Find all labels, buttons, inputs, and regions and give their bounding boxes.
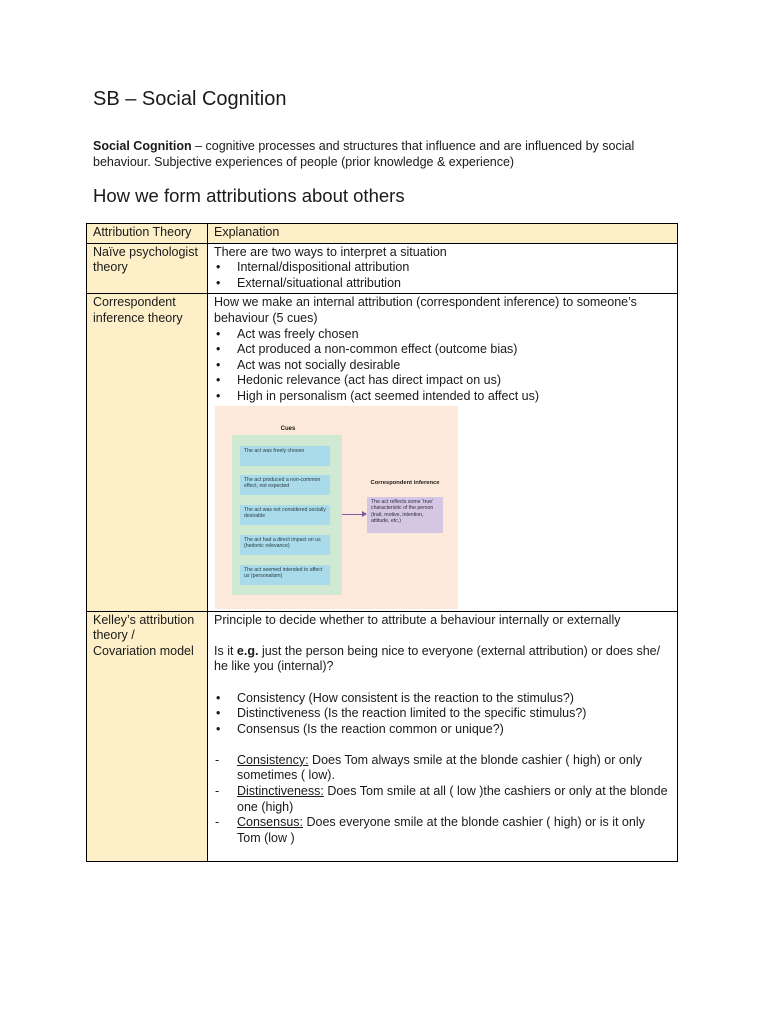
list-item: • Act produced a non-common effect (outcome bias)	[214, 342, 671, 358]
document-title: SB – Social Cognition	[93, 88, 287, 110]
list-item: • Hedonic relevance (act has direct impact on us)	[214, 373, 671, 389]
explanation-naive-psychologist	[208, 243, 678, 294]
example-text: Does Tom always smile at the blonde cashier ( high) or only sometimes ( low).	[237, 752, 642, 783]
example-term: Consistency:	[237, 752, 309, 767]
explanation-correspondent-inference	[208, 294, 678, 611]
list-item: • High in personalism (act seemed intended to affect us)	[214, 389, 671, 405]
theory-naive-psychologist: Naïve psychologist theory	[87, 243, 208, 294]
bullet-list	[214, 691, 671, 738]
question-text: Is it	[214, 643, 237, 658]
table-header-row	[87, 224, 678, 244]
header-attribution-theory: Attribution Theory	[87, 224, 208, 244]
theory-correspondent-inference: Correspondent inference theory	[87, 294, 208, 611]
list-item: • Act was freely chosen	[214, 327, 671, 343]
explanation-intro: There are two ways to interpret a situation	[214, 244, 447, 259]
figure-cue-box: The act was freely chosen	[240, 446, 330, 466]
correspondent-inference-figure	[215, 406, 458, 609]
section-heading: How we form attributions about others	[93, 185, 405, 206]
figure-result-title: Correspondent inference	[370, 479, 440, 486]
figure-result-box: The act reflects some ‘true’ characteristic of the person (trait, motive, intention, attitude, etc.)	[367, 497, 443, 533]
figure-cue-box: The act was not considered socially desirable	[240, 505, 330, 525]
definition-term: Social Cognition	[93, 139, 192, 153]
figure-cues-panel	[232, 435, 342, 595]
list-item: • External/situational attribution	[214, 276, 671, 292]
figure-cue-box: The act produced a non-common effect, not expected	[240, 475, 330, 495]
figure-cues-title: Cues	[280, 425, 296, 432]
example-term: Consensus:	[237, 815, 304, 830]
explanation-question	[214, 644, 671, 675]
list-item: • Act was not socially desirable	[214, 358, 671, 374]
table-row	[87, 243, 678, 294]
definition-text: – cognitive processes and structures that influence and are influenced by social behaviour. Subjective experiences of people (prior knowledge & experience)	[93, 139, 635, 169]
bullet-list	[214, 260, 671, 291]
explanation-principle: Principle to decide whether to attribute a behaviour internally or externally	[214, 612, 621, 627]
list-item: • Distinctiveness (Is the reaction limited to the specific stimulus?)	[214, 706, 671, 722]
table-row	[87, 611, 678, 862]
list-item: • Internal/dispositional attribution	[214, 260, 671, 276]
theory-kelley-covariation: Kelley’s attribution theory / Covariation model	[87, 611, 208, 862]
attribution-table	[86, 223, 678, 862]
explanation-kelley-covariation	[208, 611, 678, 862]
example-term: Distinctiveness:	[237, 784, 324, 799]
list-item	[214, 753, 671, 784]
figure-cue-box: The act seemed intended to affect us (personalism)	[240, 565, 330, 585]
figure-cue-box: The act had a direct impact on us (hedonic relevance)	[240, 535, 330, 555]
list-item: • Consensus (Is the reaction common or unique?)	[214, 722, 671, 738]
question-text: just the person being nice to everyone (external attribution) or does she/ he like you (internal)?	[214, 643, 661, 674]
list-item	[214, 784, 671, 815]
list-item: • Consistency (How consistent is the reaction to the stimulus?)	[214, 691, 671, 707]
example-list	[214, 753, 671, 847]
table-row	[87, 294, 678, 611]
example-text: Does Tom smile at all ( low )the cashiers or only at the blonde one (high)	[237, 784, 668, 814]
definition-paragraph	[93, 138, 693, 170]
bullet-list	[214, 327, 671, 405]
example-text: Does everyone smile at the blonde cashier ( high) or is it only Tom (low )	[237, 815, 645, 845]
list-item	[214, 815, 671, 846]
header-explanation: Explanation	[208, 224, 678, 244]
explanation-intro: How we make an internal attribution (correspondent inference) to someone’s behaviour (5 cues)	[214, 295, 637, 325]
question-bold: e.g.	[236, 643, 259, 658]
